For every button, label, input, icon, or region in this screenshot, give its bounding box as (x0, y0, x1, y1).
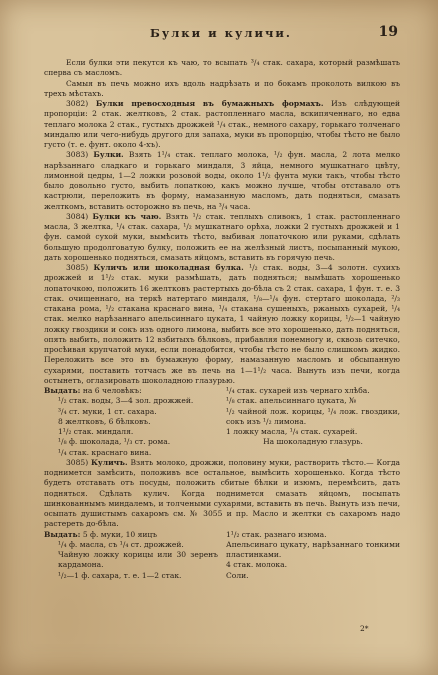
recipe-number: 3085) (66, 457, 89, 467)
recipe-text: Взять 1¹/₄ стак. теплаго молока, ¹/₂ фун. масла, 2 лота мелко нарѣзаннаго сладкаго и горькаго миндаля, 3 яйца, немного мушкатнаго цвѣту, лимонной цедры, 1—2 ложки розовой воды, около 1¹/₂ фунта муки такъ, чтобы тѣсто было довольно густо, выбить лопаткою, какъ можно лучше, чтобы отставало отъ кастрюли, переложить въ форму, намазанную масломъ, дать подняться, смазать желткомъ, вставить осторожно въ печь, на ³/₄ часа. (44, 150, 400, 211)
yield-label: Выдать: (44, 386, 81, 395)
page-number: 19 (378, 24, 398, 40)
running-head (0, 26, 438, 44)
yield-line: ¹/₂ чайной лож. корицы, ¹/₄ лож. гвоздики, сокъ изъ ¹/₂ лимона. (226, 406, 400, 426)
yield-line: Апельсинаго цукату, нарѣзаннаго тонкими пластинками. (226, 539, 400, 559)
yield-line: ¹/₄ стак. сухарей изъ чернаго хлѣба. (226, 386, 370, 395)
recipe-3086 (44, 458, 400, 530)
yield-line: на 6 человѣкъ: (82, 386, 142, 395)
recipe-number: 3085) (66, 263, 89, 272)
recipe-3082 (44, 99, 400, 150)
yield-line: 4 стак. молока. (226, 560, 287, 570)
yield-right-column (226, 386, 400, 458)
yield-table-3086 (44, 530, 400, 581)
recipe-number: 3083) (66, 150, 89, 160)
yield-line: ¹/₄ стак. краснаго вина. (58, 447, 152, 457)
printer-signature: 2* (360, 624, 369, 633)
recipe-text: ¹/₂ стак. воды, 3—4 золотн. сухихъ дрожжей и 1¹/₂ стак. муки размѣшать, дать подняться; вымѣшать хорошенько лопаточкою, положить 16 желтковъ растертыхъ до-бѣла съ 2 стак. сахара, 1 фун. т. е. 3 стак. очищеннаго, на теркѣ натертаго миндаля, ¹/₈—¹/₄ фун. стертаго шоколада, ²/₃ стакана рома, ¹/₂ стакана краснаго вина, ¹/₄ стакана сушеныхъ, ржаныхъ сухарей, ¹/₄ стак. мелко нарѣзаннаго апельсиннаго цуката, 1 чайную ложку корицы, ¹/₂—1 чайную ложку гвоздики и сокъ изъ одного лимона, выбить все это хорошенько, дать подняться, опять выбить, положить 12 взбитыхъ бѣлковъ, прибавляя понемногу и, сквозь ситечко, просѣивая крупчатой муки, если понадобится, чтобы тѣсто не было слишкомъ жидко. Переложить все это въ бумажную форму, намазанную масломъ и обсыпанную сухарями, поставить тотчасъ же въ печь на 1—1¹/₂ часа. Вынуть изъ печи, когда остынетъ, оглазировать шоколадною глазурью. (44, 263, 401, 385)
paragraph-intro-2: Самыя въ печь можно ихъ вдоль надрѣзать и по бокамъ проколоть вилкою въ трехъ мѣстахъ. (44, 78, 400, 98)
yield-left-column (44, 386, 218, 458)
recipe-title: Куличъ или шоколадная булка. (93, 263, 244, 272)
paragraph-intro-1: Если булки эти пекутся къ чаю, то всыпать ³/₄ стак. сахара, который размѣшать сперва съ масломъ. (44, 58, 400, 78)
yield-line: ¹/₄ ф. масла, съ ¹/₄ ст. дрожжей. (58, 539, 184, 549)
yield-line: 5 ф. муки, 10 яицъ (82, 529, 158, 539)
yield-line: 1¹/₂ стак. миндаля. (58, 427, 134, 436)
yield-line: ³/₄ ст. муки, 1 ст. сахара. (58, 406, 157, 416)
yield-left-column (44, 530, 218, 581)
yield-line: ¹/₈ стак. апельсиннаго цуката, № (226, 396, 357, 406)
yield-label: Выдать: (44, 529, 81, 539)
recipe-3083 (44, 150, 400, 212)
recipe-3085 (44, 263, 400, 386)
yield-line: 1¹/₂ стак. разнаго изюма. (226, 529, 327, 539)
yield-line: ¹/₂—1 ф. сахара, т. е. 1—2 стак. (58, 570, 182, 580)
recipe-title: Куличъ. (91, 457, 128, 467)
recipe-text: Изъ слѣдующей пропорціи: 2 стак. желтковъ, 2 стак. растопленнаго масла, вскипяченнаго, но едва теплаго молока 2 стак., густыхъ дрожжей ¹/₄ стак., немного сахару, горькаго толченаго миндалю или чего-нибудь другого для запаха, муки въ пропорцію, чтобы тѣсто не было густо (т. е. фунт. около 4-хъ). (44, 99, 401, 149)
yield-line: На шоколадную глазурь. (263, 437, 363, 447)
yield-right-column (226, 530, 400, 581)
page-body (44, 58, 400, 581)
yield-line: Чайную ложку корицы или 30 зеренъ кардамона. (58, 550, 218, 570)
recipe-title: Булки къ чаю. (92, 211, 162, 221)
yield-line: ¹/₈ ф. шоколада, ¹/₃ ст. рома. (58, 437, 171, 447)
recipe-title: Булки превосходныя въ бумажныхъ формахъ. (95, 99, 324, 108)
recipe-text: Взять молоко, дрожжи, половину муки, растворить тѣсто.— Когда поднимется замѣсить, положивъ все остальное, вымѣсить хорошенько. Когда тѣсто будетъ отставать отъ посуды, положить сбитые бѣлки и изюмъ, перемѣсить, дать подняться. Сдѣлать кулич. Когда поднимется смазать яйцомъ, посыпать шинкованнымъ миндалемъ, и толчеными сухарями, вставить въ печь. Вынуть изъ печи, осыпать душистымъ сахаромъ см. № 3055 и пр. Масло и желтки съ сахаромъ надо растереть до-бѣла. (44, 457, 401, 529)
page-title: Булки и куличи. (150, 26, 292, 40)
recipe-number: 3082) (66, 99, 89, 108)
recipe-text: Взять ¹/₂ стак. теплыхъ сливокъ, 1 стак. растопленнаго масла, 3 желтка, ¹/₄ стак. сахара, ¹/₂ мушкатнаго орѣха, ложки 2 густыхъ дрожжей и 1 фун. самой сухой муки, вымѣсить тѣсто, выбивая лопаточкою или руками, сдѣлать большую продолговатую булку, положить ее на желѣзный листъ, посыпанный мукою, дать хорошенько подняться, смазать яйцомъ, вставить въ горячую печь. (44, 211, 401, 262)
yield-line: 1 ложку масла, ¹/₄ стак. сухарей. (226, 427, 358, 436)
yield-line: 8 желтковъ, 6 бѣлковъ. (58, 416, 151, 426)
yield-line: Соли. (226, 570, 249, 580)
yield-line: ¹/₂ стак. воды, 3—4 зол. дрожжей. (58, 396, 194, 406)
yield-table-3085 (44, 386, 400, 458)
recipe-3084 (44, 212, 400, 263)
recipe-number: 3084) (66, 211, 89, 221)
recipe-title: Булки. (93, 150, 124, 160)
